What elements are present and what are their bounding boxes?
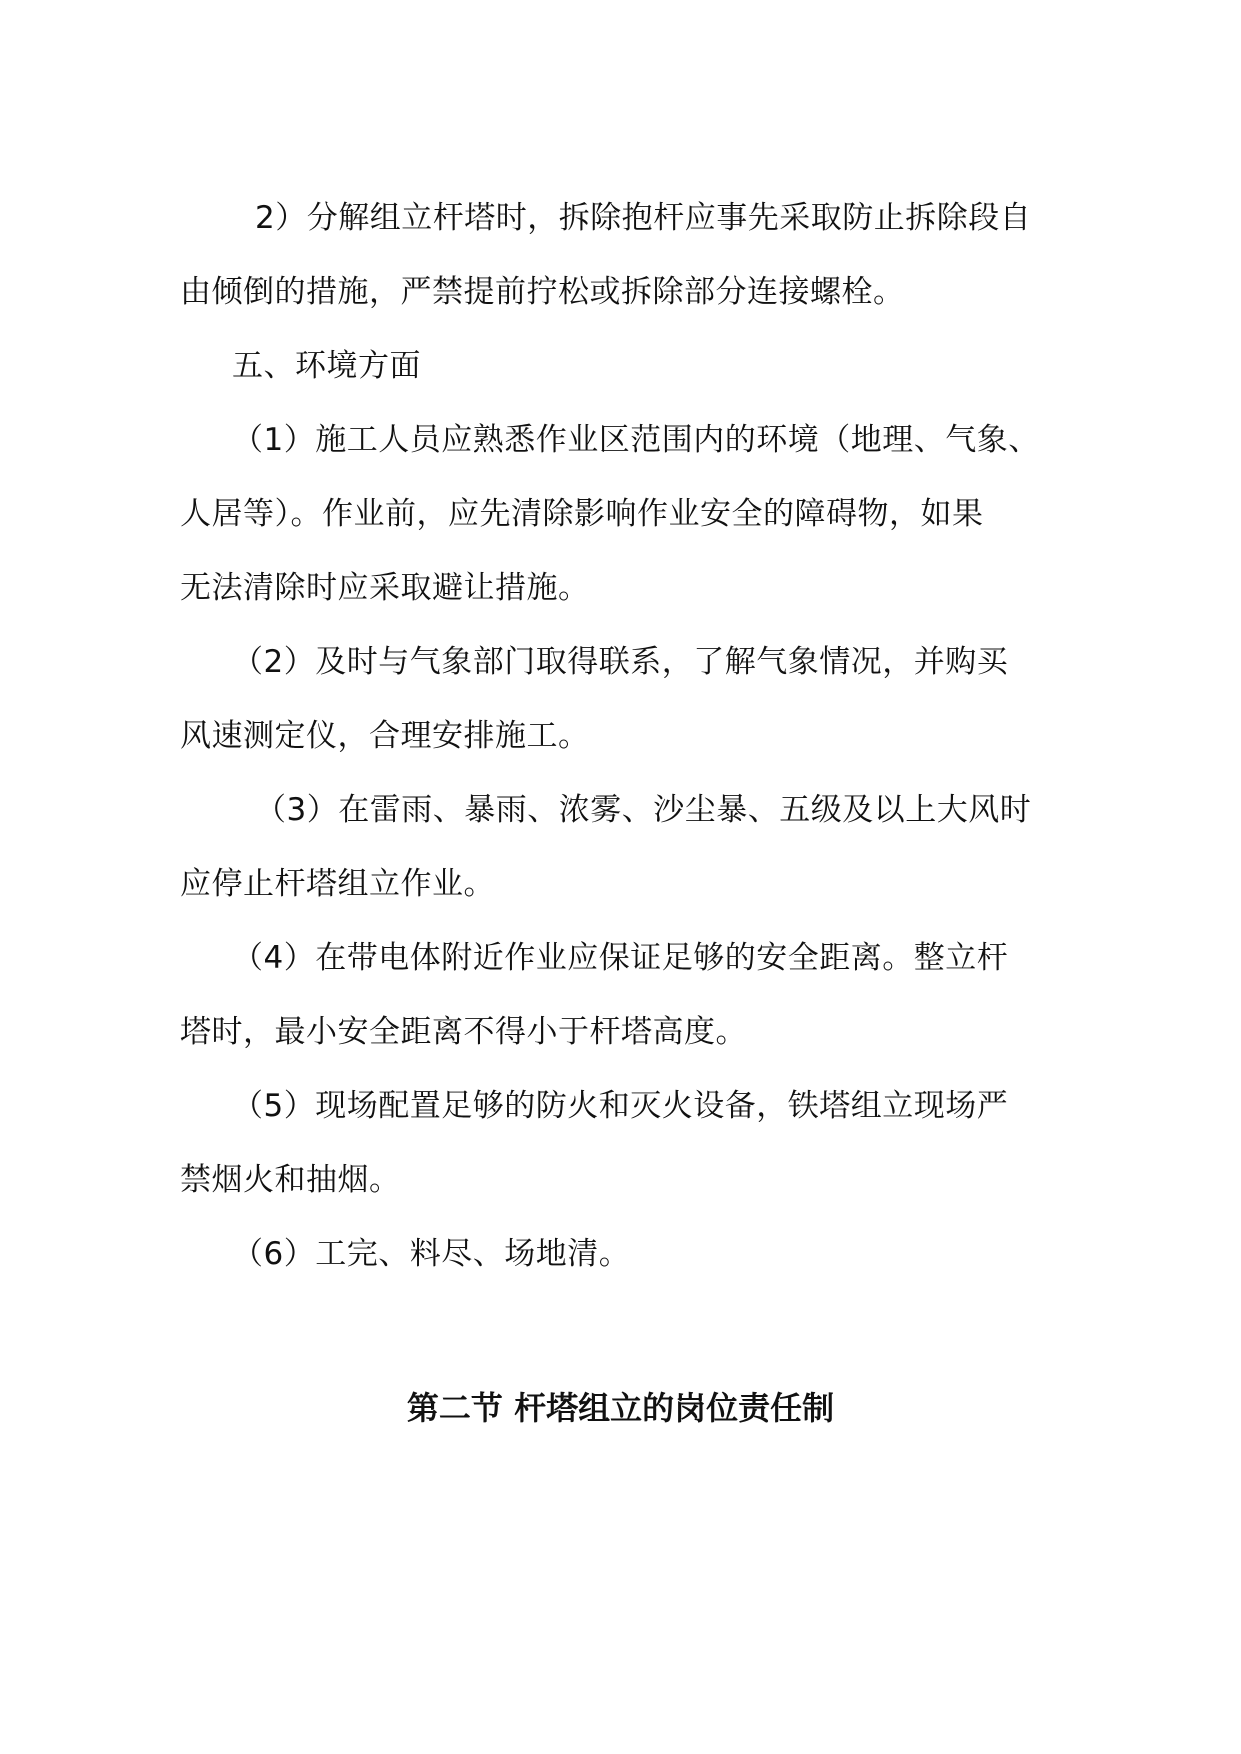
item-1-line-3: 无法清除时应采取避让措施。 <box>180 570 590 606</box>
item-2-line-2: 风速测定仪，合理安排施工。 <box>180 718 590 754</box>
section-environment-heading: 五、环境方面 <box>232 348 421 384</box>
section-heading: 第二节 杆塔组立的岗位责任制 <box>406 1389 835 1427</box>
item-2-line-1: （2）及时与气象部门取得联系，了解气象情况，并购买 <box>232 644 1009 680</box>
item-4-line-1: （4）在带电体附近作业应保证足够的安全距离。整立杆 <box>232 940 1009 976</box>
item-1-line-2: 人居等）。作业前，应先清除影响作业安全的障碍物，如果 <box>180 496 984 532</box>
item-3-line-2: 应停止杆塔组立作业。 <box>180 866 495 902</box>
item-4-line-2: 塔时，最小安全距离不得小于杆塔高度。 <box>180 1014 747 1050</box>
item-3-line-1: （3）在雷雨、暴雨、浓雾、沙尘暴、五级及以上大风时 <box>255 792 1032 828</box>
item-5-line-1: （5）现场配置足够的防火和灭火设备，铁塔组立现场严 <box>232 1088 1009 1124</box>
item-6-line-1: （6）工完、料尽、场地清。 <box>232 1236 631 1272</box>
para-dismantle-line-2: 由倾倒的措施，严禁提前拧松或拆除部分连接螺栓。 <box>180 274 905 310</box>
item-5-line-2: 禁烟火和抽烟。 <box>180 1162 401 1198</box>
para-dismantle-line-1: 2）分解组立杆塔时，拆除抱杆应事先采取防止拆除段自 <box>255 200 1032 236</box>
item-1-line-1: （1）施工人员应熟悉作业区范围内的环境（地理、气象、 <box>232 422 1040 458</box>
